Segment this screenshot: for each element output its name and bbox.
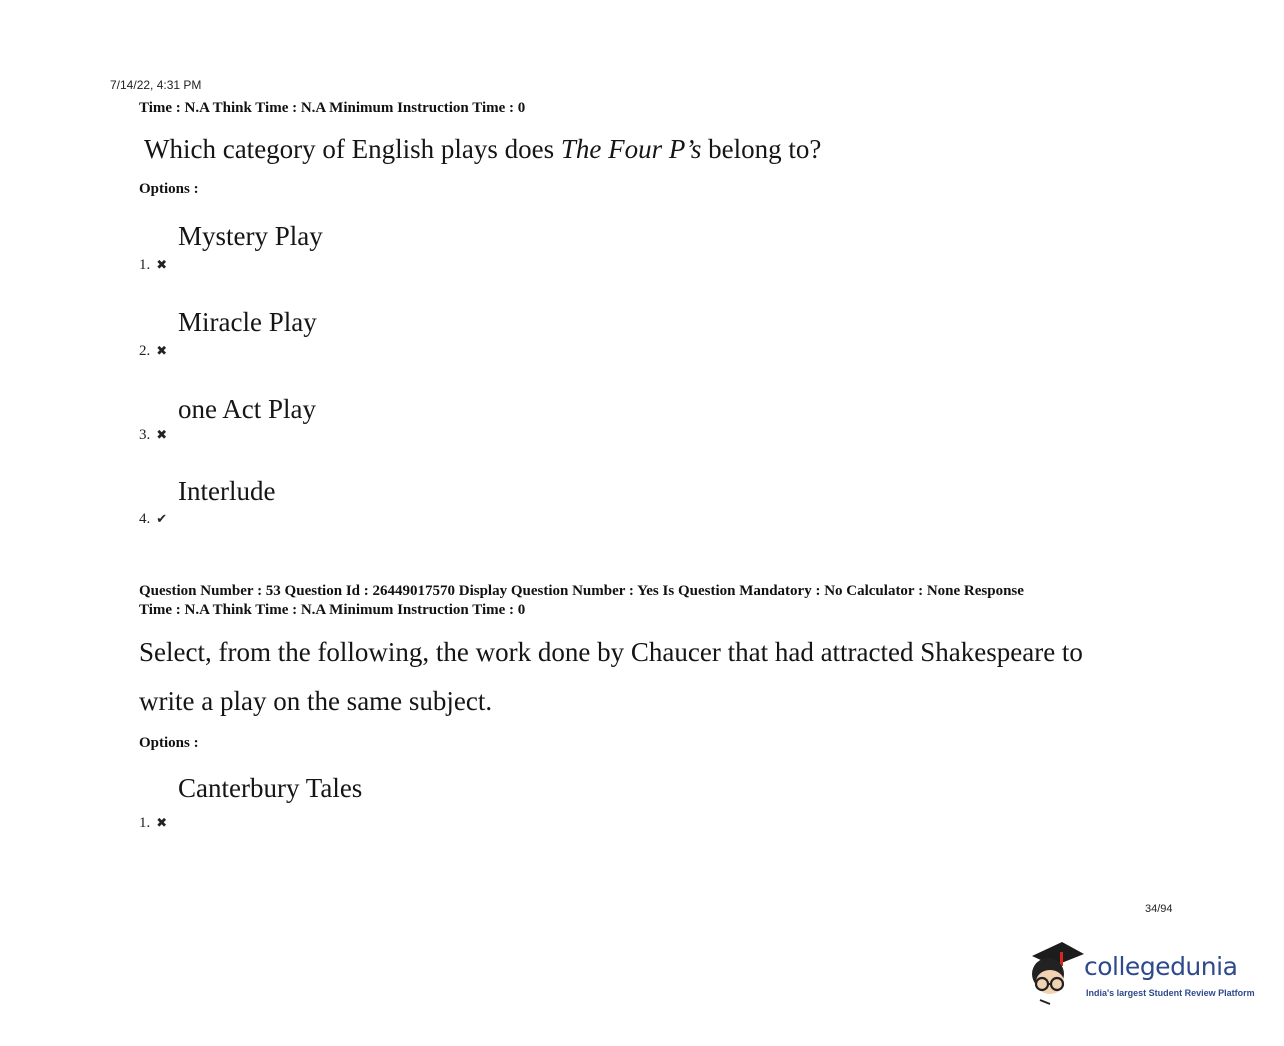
cross-icon: ✖ xyxy=(156,257,168,272)
check-icon: ✔ xyxy=(156,511,168,526)
mascot-icon xyxy=(1022,938,1086,1008)
q52-option-3 xyxy=(139,427,167,444)
q53-option-1-text: Canterbury Tales xyxy=(178,773,363,803)
q53-option-1 xyxy=(139,815,167,832)
q52-option-2-number: 2. xyxy=(139,343,151,359)
cross-icon: ✖ xyxy=(156,343,168,358)
q52-options-label: Options : xyxy=(139,181,199,197)
cross-icon: ✖ xyxy=(156,815,168,830)
print-timestamp: 7/14/22, 4:31 PM xyxy=(110,78,202,92)
q52-question-title: The Four P’s xyxy=(560,134,702,164)
collegedunia-logo[interactable] xyxy=(1022,938,1262,1008)
q52-time-line: Time : N.A Think Time : N.A Minimum Instruction Time : 0 xyxy=(139,100,526,116)
q52-question-prefix: Which category of English plays does xyxy=(144,134,561,164)
logo-name: collegedunia xyxy=(1084,952,1238,981)
q52-option-1-number: 1. xyxy=(139,257,151,273)
q53-meta-line: Question Number : 53 Question Id : 26449017570 Display Question Number : Yes Is Question Mandatory : No Calculator : None Response xyxy=(139,583,1024,599)
q52-option-1-text: Mystery Play xyxy=(178,221,323,251)
q53-question-line-2: write a play on the same subject. xyxy=(139,686,493,716)
q52-question-text xyxy=(144,134,821,165)
q52-option-2-text: Miracle Play xyxy=(178,307,317,337)
q52-option-4 xyxy=(139,511,167,528)
q53-time-line: Time : N.A Think Time : N.A Minimum Instruction Time : 0 xyxy=(139,602,526,618)
q53-option-1-number: 1. xyxy=(139,815,151,831)
q52-option-3-number: 3. xyxy=(139,427,151,443)
q52-option-4-number: 4. xyxy=(139,511,151,527)
q52-option-1 xyxy=(139,257,167,274)
q53-question-line-1: Select, from the following, the work done by Chaucer that had attracted Shakespeare to xyxy=(139,637,1083,667)
q52-option-4-text: Interlude xyxy=(178,476,276,506)
logo-tagline: India's largest Student Review Platform xyxy=(1086,988,1255,998)
q52-question-suffix: belong to? xyxy=(701,134,822,164)
q52-option-3-text: one Act Play xyxy=(178,394,316,424)
q52-option-2 xyxy=(139,343,167,360)
page-number: 34/94 xyxy=(1145,903,1173,915)
cross-icon: ✖ xyxy=(156,427,168,442)
q53-options-label: Options : xyxy=(139,735,199,751)
